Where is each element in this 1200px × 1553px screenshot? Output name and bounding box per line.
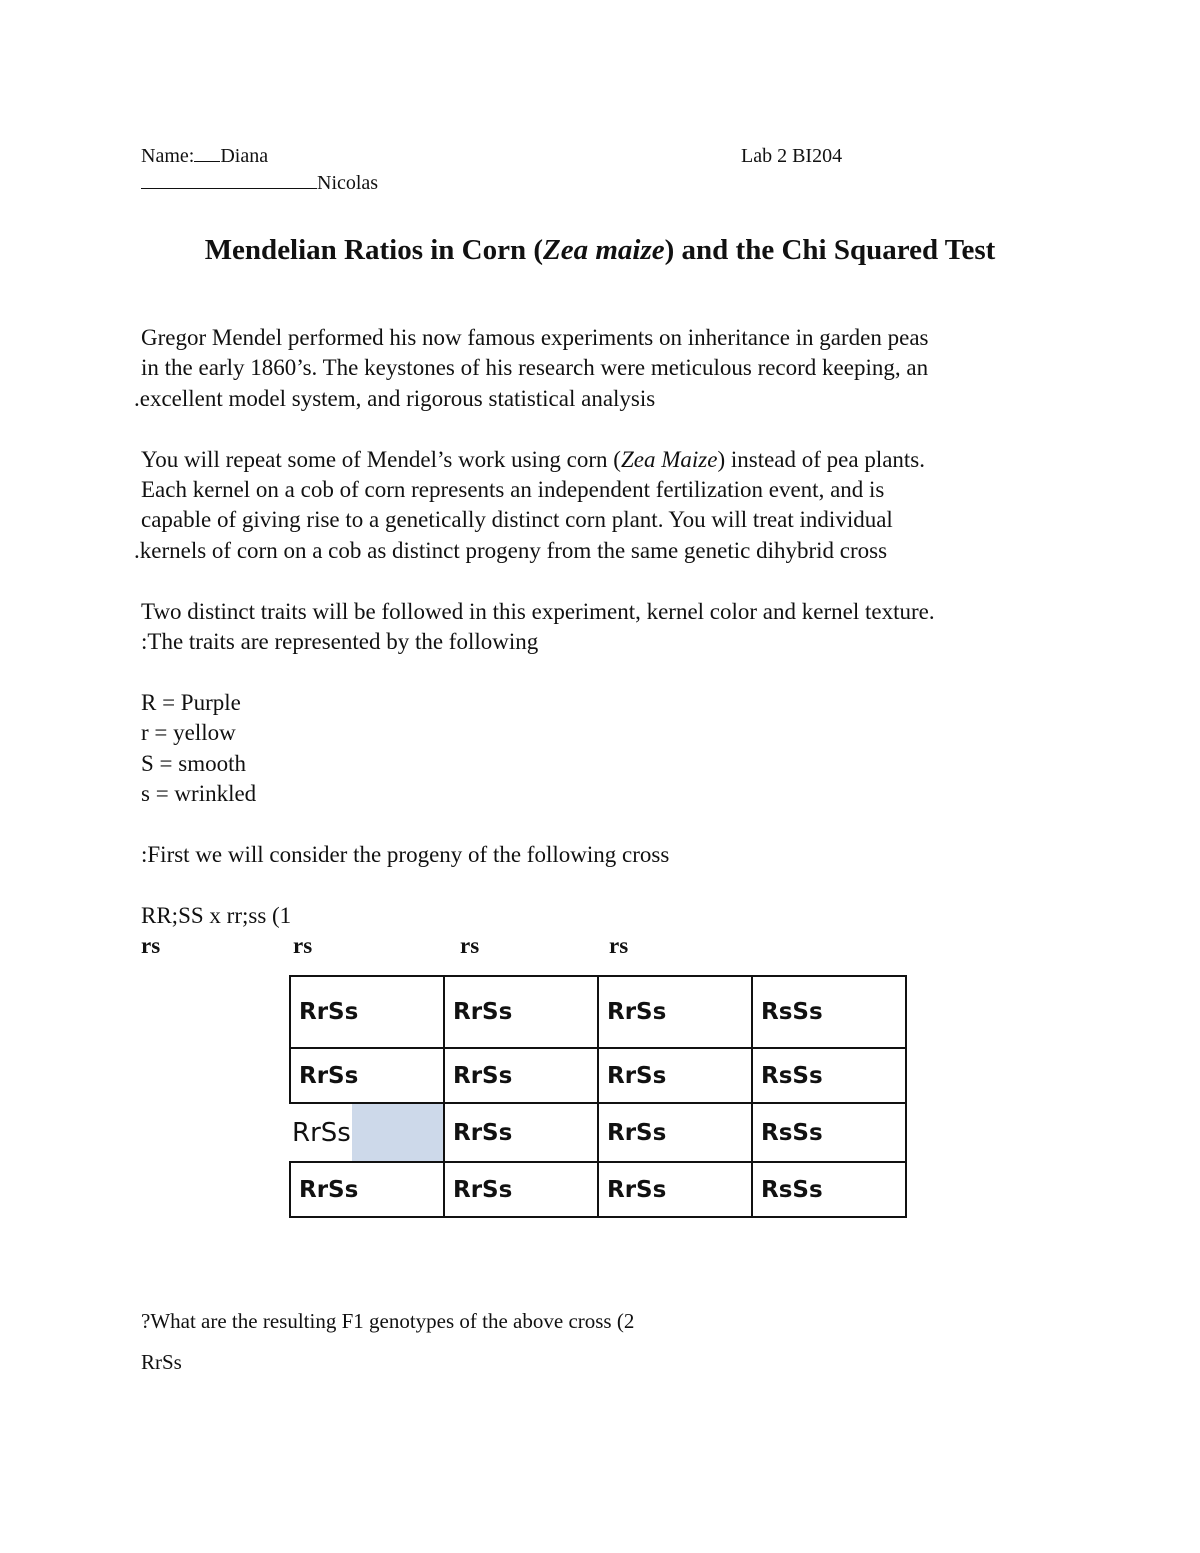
gamete-2: rs xyxy=(293,933,313,958)
trait-1: R = Purple xyxy=(141,690,241,715)
trait-4: s = wrinkled xyxy=(141,781,257,806)
punnett-cell: RrSs xyxy=(290,1162,444,1217)
punnett-cell: RsSs xyxy=(752,1048,906,1103)
para1-line-1: Gregor Mendel performed his now famous experiments on inheritance in garden peas xyxy=(141,325,929,350)
cell-highlight xyxy=(352,1104,443,1161)
punnett-row xyxy=(290,976,906,1048)
para2-line-3: capable of giving rise to a genetically distinct corn plant. You will treat individual xyxy=(141,507,893,532)
punnett-row xyxy=(290,1103,906,1162)
para2-line-1: You will repeat some of Mendel’s work using corn (Zea Maize) instead of pea plants. xyxy=(141,447,926,472)
punnett-cell: RrSs xyxy=(444,976,598,1048)
trait-3: S = smooth xyxy=(141,751,246,776)
para1-line-3: .excellent model system, and rigorous statistical analysis xyxy=(134,386,656,411)
para2-line-4: .kernels of corn on a cob as distinct progeny from the same genetic dihybrid cross xyxy=(134,538,888,563)
name-underline-2 xyxy=(141,188,317,189)
punnett-cell-highlighted: RrSs xyxy=(290,1103,444,1162)
punnett-square xyxy=(289,975,907,1218)
para3-line-1: Two distinct traits will be followed in this experiment, kernel color and kernel texture. xyxy=(141,599,935,624)
name-underline xyxy=(194,161,220,162)
gamete-4: rs xyxy=(609,933,629,958)
punnett-cell: RrSs xyxy=(598,1162,752,1217)
para1-line-2: in the early 1860’s. The keystones of his research were meticulous record keeping, an xyxy=(141,355,929,380)
answer-2: RrSs xyxy=(141,1350,182,1374)
punnett-row xyxy=(290,1162,906,1217)
page-title: Mendelian Ratios in Corn (Zea maize) and the Chi Squared Test xyxy=(204,234,996,266)
lab-label: Lab 2 BI204 xyxy=(741,145,843,167)
punnett-cell: RsSs xyxy=(752,976,906,1048)
punnett-cell: RrSs xyxy=(598,1103,752,1162)
punnett-cell: RsSs xyxy=(752,1162,906,1217)
name-label: Name: xyxy=(141,145,195,167)
cross-intro: :First we will consider the progeny of the following cross xyxy=(141,842,670,867)
student-name-1: Diana xyxy=(220,145,269,167)
title-italic: Zea maize xyxy=(543,234,665,266)
punnett-cell: RrSs xyxy=(444,1103,598,1162)
punnett-cell: RrSs xyxy=(444,1162,598,1217)
para2-line-2: Each kernel on a cob of corn represents an independent fertilization event, and is xyxy=(141,477,885,502)
cross-notation: RR;SS x rr;ss (1 xyxy=(141,903,292,928)
gamete-1: rs xyxy=(141,933,161,958)
punnett-cell: RrSs xyxy=(598,976,752,1048)
question-2: ?What are the resulting F1 genotypes of the above cross (2 xyxy=(141,1309,635,1333)
student-name-2: Nicolas xyxy=(317,172,379,194)
punnett-cell: RrSs xyxy=(290,1048,444,1103)
para3-line-2: :The traits are represented by the following xyxy=(141,629,539,654)
trait-2: r = yellow xyxy=(141,720,236,745)
name-line-2 xyxy=(141,172,378,195)
punnett-cell: RsSs xyxy=(752,1103,906,1162)
punnett-cell: RrSs xyxy=(444,1048,598,1103)
punnett-cell: RrSs xyxy=(290,976,444,1048)
gamete-3: rs xyxy=(460,933,480,958)
punnett-row xyxy=(290,1048,906,1103)
para2-italic: Zea Maize xyxy=(620,447,718,472)
punnett-cell: RrSs xyxy=(598,1048,752,1103)
name-line xyxy=(141,145,268,168)
